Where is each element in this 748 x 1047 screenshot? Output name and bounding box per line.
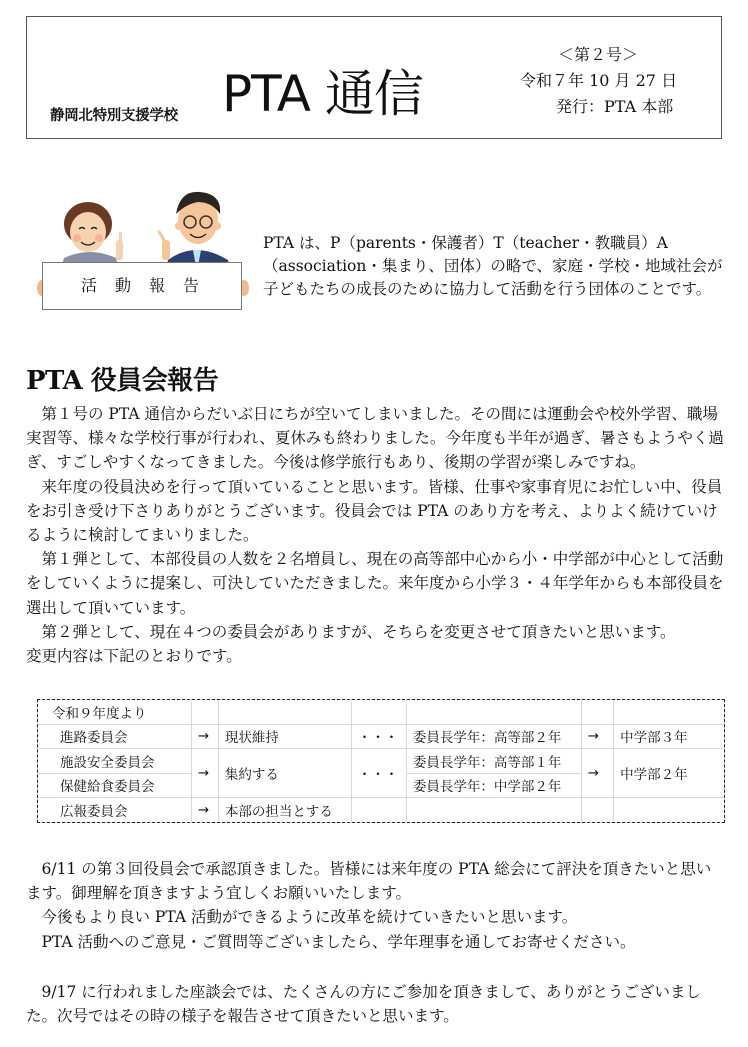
paragraph: 第１号の PTA 通信からだいぶ日にちが空いてしまいました。その間には運動会や校外学習、職場実習等、様々な学校行事が行われ、夏休みも終わりました。今年度も半年が過ぎ、暑さもようやく過ぎ、すごしやすくなってきました。今後は修学旅行もあり、後期の学習が楽しみですね。 bbox=[26, 405, 724, 472]
committee-name: 広報委員会 bbox=[38, 798, 192, 823]
arrow-icon: → bbox=[581, 724, 613, 749]
action: 本部の担当とする bbox=[218, 798, 351, 823]
paragraph: 来年度の役員決めを行って頂いていることと思います。皆様、仕事や家事育児にお忙しい中、役員をお引き受け下さりありがとうございます。役員会では PTA のあり方を考え、よりよく続けていけるように検討してまいりました。 bbox=[26, 477, 723, 545]
table-header: 令和９年度より bbox=[38, 700, 192, 725]
paragraph: 今後もより良い PTA 活動ができるように改革を続けていきたいと思います。 bbox=[41, 908, 578, 927]
arrow-icon: → bbox=[191, 798, 218, 823]
chair-grade: 委員長学年：高等部１年 bbox=[406, 749, 581, 774]
ellipsis: ・・・ bbox=[351, 724, 406, 749]
ellipsis: ・・・ bbox=[351, 749, 406, 798]
final-body bbox=[26, 980, 726, 1028]
arrow-icon: → bbox=[191, 749, 218, 798]
arrow-icon: → bbox=[191, 724, 218, 749]
school-name: 静岡北特別支援学校 bbox=[50, 108, 178, 124]
section-title: PTA 役員会報告 bbox=[26, 366, 219, 396]
issue-date: 令和７年 10 月 27 日 bbox=[520, 71, 678, 90]
committee-name: 保健給食委員会 bbox=[38, 773, 192, 798]
paragraph: 第２弾として、現在４つの委員会がありますが、そちらを変更させて頂きたいと思います。 bbox=[41, 622, 676, 641]
table-dashed-border bbox=[37, 699, 725, 823]
paragraph: PTA 活動へのご意見・ご質問等ございましたら、学年理事を通してお寄せください。 bbox=[41, 932, 636, 951]
committee-name: 進路委員会 bbox=[38, 724, 192, 749]
chair-grade: 委員長学年：高等部２年 bbox=[406, 724, 581, 749]
action: 集約する bbox=[218, 749, 351, 798]
section-body bbox=[26, 402, 726, 668]
closing-body bbox=[26, 857, 726, 954]
newsletter-title: PTA 通信 bbox=[222, 65, 423, 123]
chair-grade: 委員長学年：中学部２年 bbox=[406, 773, 581, 798]
new-grade: 中学部２年 bbox=[614, 749, 725, 798]
paragraph: 変更内容は下記のとおりです。 bbox=[26, 647, 242, 666]
new-grade: 中学部３年 bbox=[614, 724, 725, 749]
action: 現状維持 bbox=[218, 724, 351, 749]
publisher: 発行：PTA 本部 bbox=[556, 97, 674, 116]
paragraph: 6/11 の第３回役員会で承認頂きました。皆様には来年度の PTA 総会にて評決を頂きたいと思います。御理解を頂きますよう宜しくお願いいたします。 bbox=[26, 860, 712, 903]
committee-name: 施設安全委員会 bbox=[38, 749, 192, 774]
pta-intro-text: PTA は、P（parents・保護者）T（teacher・教職員）A（association・集まり、団体）の略で、家庭・学校・地域社会が子どもたちの成長のために協力して活動を行う団体のことです。 bbox=[263, 234, 723, 298]
paragraph: 9/17 に行われました座談会では、たくさんの方にご参加を頂きまして、ありがとうございました。次号ではその時の様子を報告させて頂きたいと思います。 bbox=[26, 983, 701, 1026]
activity-report-sign: 活動報告 bbox=[42, 262, 242, 310]
arrow-icon: → bbox=[581, 749, 613, 798]
paragraph: 第１弾として、本部役員の人数を２名増員し、現在の高等部中心から小・中学部が中心として活動をしていくように提案し、可決していただきました。来年度から小学３・４年学年からも本部役員を選出して頂いています。 bbox=[26, 550, 724, 617]
issue-number: ＜第２号＞ bbox=[558, 45, 639, 64]
